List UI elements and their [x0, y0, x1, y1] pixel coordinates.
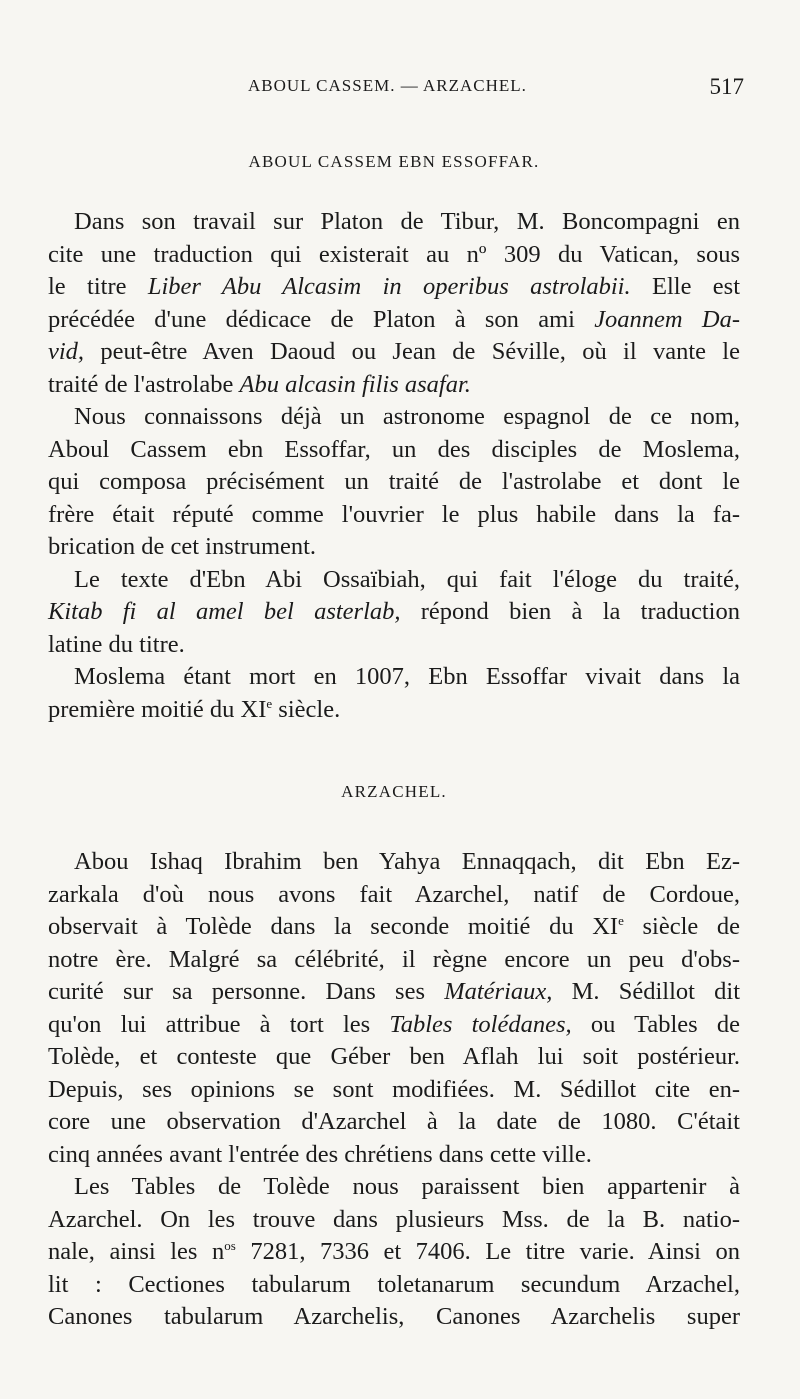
text-line: zarkala d'où nous avons fait Azarchel, natif de Cordoue, — [48, 880, 740, 908]
paragraph — [48, 206, 740, 401]
text-line: core une observation d'Azarchel à la date de 1080. C'était — [48, 1108, 740, 1135]
page-number: 517 — [709, 74, 744, 99]
paragraph — [48, 846, 740, 1171]
running-title: ABOUL CASSEM. — ARZACHEL. — [248, 76, 527, 95]
text-line: traité de l'astrolabe Abu alcasin filis asafar. — [48, 370, 471, 398]
text-line: brication de cet instrument. — [48, 533, 317, 560]
text-line: vid, peut-être Aven Daoud ou Jean de Séville, où il vante le — [48, 338, 740, 365]
text-line: Moslema étant mort en 1007, Ebn Essoffar vivait dans la — [74, 663, 740, 690]
text-line: Abou Ishaq Ibrahim ben Yahya Ennaqqach, dit Ebn Ez- — [74, 848, 740, 875]
text-line: qui composa précisément un traité de l'astrolabe et dont le — [48, 468, 740, 495]
text-line: notre ère. Malgré sa célébrité, il règne encore un peu d'obs- — [48, 945, 740, 973]
text-line: Canones tabularum Azarchelis, Canones Azarchelis super — [48, 1303, 740, 1330]
text-line: Nous connaissons déjà un astronome espagnol de ce nom, — [74, 403, 740, 430]
text-line: Aboul Cassem ebn Essoffar, un des disciples de Moslema, — [48, 435, 740, 463]
section-body-aboul-cassem — [48, 206, 740, 726]
text-line: Dans son travail sur Platon de Tibur, M. Boncompagni en — [74, 208, 740, 235]
text-line: curité sur sa personne. Dans ses Matériaux, M. Sédillot dit — [48, 978, 740, 1005]
text-line: Depuis, ses opinions se sont modifiées. M. Sédillot cite en- — [48, 1075, 740, 1103]
text-line: le titre Liber Abu Alcasim in operibus astrolabii. Elle est — [48, 273, 741, 300]
text-line: latine du titre. — [48, 630, 185, 658]
text-line: observait à Tolède dans la seconde moitié du XIe siècle de — [48, 912, 741, 940]
text-line: nale, ainsi les $n^{os}$ 7281, 7336 et 7406. Le titre varie. Ainsi on — [48, 1237, 741, 1265]
text-line: Les Tables de Tolède nous paraissent bien appartenir à — [74, 1173, 740, 1200]
section-body-arzachel — [48, 846, 740, 1334]
text-line: cite une traduction qui existerait au nº 309 du Vatican, sous — [48, 240, 740, 268]
text-line: qu'on lui attribue à tort les Tables tolédanes, ou Tables de — [48, 1010, 740, 1038]
text-line: précédée d'une dédicace de Platon à son ami Joannem Da- — [48, 305, 740, 333]
running-head — [48, 74, 744, 100]
paragraph — [48, 564, 740, 662]
paragraph — [48, 661, 740, 726]
paragraph — [48, 401, 740, 564]
text-line: Le texte d'Ebn Abi Ossaïbiah, qui fait l'éloge du traité, — [74, 565, 740, 593]
section-title-aboul-cassem: ABOUL CASSEM EBN ESSOFFAR. — [248, 152, 540, 171]
text-line: Azarchel. On les trouve dans plusieurs Mss. de la B. natio- — [48, 1205, 740, 1233]
text-line: Tolède, et conteste que Géber ben Aflah lui soit postérieur. — [48, 1043, 740, 1070]
text-line: Kitab fi al amel bel asterlab, répond bien à la traduction — [48, 598, 740, 625]
paragraph — [48, 1171, 740, 1334]
text-line: première moitié du XIe siècle. — [48, 695, 341, 723]
section-title-arzachel: ARZACHEL. — [341, 782, 447, 801]
text-line: lit : Cectiones tabularum toletanarum secundum Arzachel, — [48, 1270, 740, 1298]
text-line: cinq années avant l'entrée des chrétiens dans cette ville. — [48, 1140, 592, 1168]
text-line: frère était réputé comme l'ouvrier le plus habile dans la fa- — [48, 500, 740, 528]
italic-title: Liber Abu Alcasim in operibus astrolabii. — [147, 273, 631, 300]
